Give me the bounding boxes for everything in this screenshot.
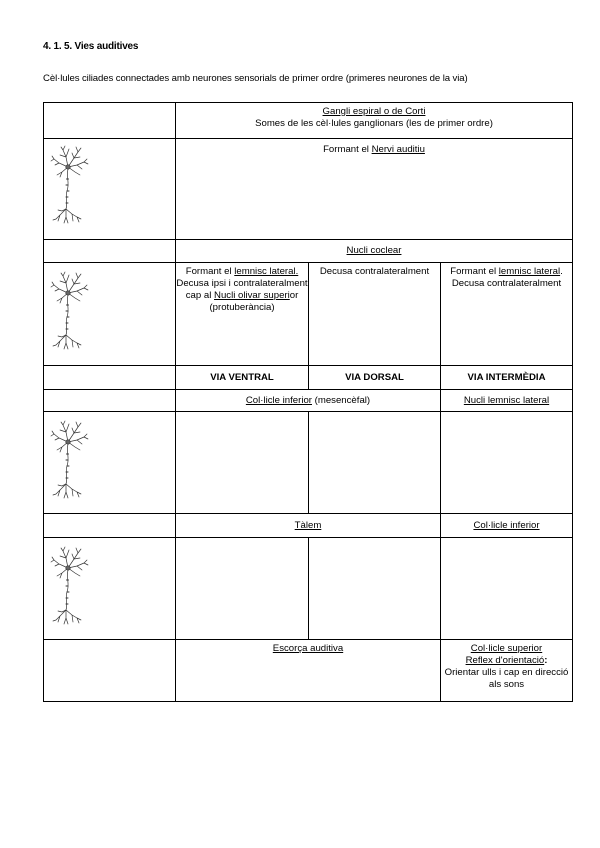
intermedia-desc-prefix: Formant el bbox=[450, 266, 499, 277]
via-ventral-header: VIA VENTRAL bbox=[176, 366, 309, 390]
reflex-description: Orientar ulls i cap en direcció als sons bbox=[444, 667, 569, 690]
empty-cell bbox=[44, 514, 176, 538]
row-talem bbox=[44, 514, 573, 538]
neuron-cell bbox=[44, 538, 176, 640]
dorsal-desc-text: Decusa contralateralment bbox=[319, 266, 430, 277]
empty-cell bbox=[309, 412, 441, 514]
reflex-colon: : bbox=[544, 655, 548, 666]
ventral-desc-prefix: Formant el bbox=[185, 266, 235, 277]
neuron-cell bbox=[44, 412, 176, 514]
collicle-superior-link: Col·licle superior bbox=[470, 643, 543, 654]
row-vies bbox=[44, 366, 573, 390]
reflex-orientacio-link: Reflex d'orientació bbox=[465, 655, 545, 666]
neuron-icon bbox=[50, 420, 90, 500]
ventral-desc-suffix: or (protuberància) bbox=[209, 290, 299, 313]
gangli-espiral-subtitle: Somes de les cèl·lules ganglionars (les de primer ordre) bbox=[255, 118, 493, 129]
collicle-inferior-right-cell bbox=[441, 514, 573, 538]
empty-cell bbox=[309, 538, 441, 640]
talem-link: Tàlem bbox=[294, 519, 322, 531]
via-dorsal-header: VIA DORSAL bbox=[309, 366, 441, 390]
ventral-description-cell bbox=[176, 263, 309, 366]
empty-cell bbox=[44, 240, 176, 263]
empty-cell bbox=[44, 103, 176, 139]
row-gangli-espiral bbox=[44, 103, 573, 139]
empty-cell bbox=[441, 412, 573, 514]
row-neuron-4 bbox=[44, 538, 573, 640]
row-collicle-inferior bbox=[44, 390, 573, 412]
intermedia-desc-suffix: . Decusa contralateralment bbox=[451, 266, 563, 289]
nervi-auditiu-cell bbox=[176, 139, 573, 240]
collicle-inferior-cell bbox=[176, 390, 441, 412]
talem-cell bbox=[176, 514, 441, 538]
lemnisc-lateral-link: lemnisc lateral. bbox=[234, 266, 299, 277]
via-intermedia-header: VIA INTERMÈDIA bbox=[441, 366, 573, 390]
collicle-superior-cell bbox=[441, 640, 573, 702]
nervi-auditiu-prefix: Formant el bbox=[323, 144, 372, 155]
auditory-pathways-table bbox=[43, 102, 573, 702]
nucli-lemnisc-lateral-link: Nucli lemnisc lateral bbox=[463, 394, 550, 406]
nucli-lemnisc-lateral-cell bbox=[441, 390, 573, 412]
dorsal-description-cell bbox=[309, 263, 441, 366]
row-lemnisc bbox=[44, 263, 573, 366]
nucli-olivar-link: Nucli olivar superi bbox=[214, 290, 290, 301]
collicle-inferior-suffix: (mesencèfal) bbox=[311, 394, 371, 406]
neuron-icon bbox=[50, 145, 90, 225]
gangli-espiral-cell bbox=[176, 103, 573, 139]
collicle-inferior-right-link: Col·licle inferior bbox=[473, 519, 540, 531]
lemnisc-lateral-link: lemnisc lateral bbox=[498, 266, 561, 277]
escorca-auditiva-link: Escorça auditiva bbox=[272, 643, 344, 654]
row-nucli-coclear bbox=[44, 240, 573, 263]
empty-cell bbox=[441, 538, 573, 640]
nervi-auditiu-link: Nervi auditiu bbox=[371, 144, 425, 155]
escorca-auditiva-cell bbox=[176, 640, 441, 702]
row-neuron-3 bbox=[44, 412, 573, 514]
neuron-cell bbox=[44, 263, 176, 366]
empty-cell bbox=[44, 640, 176, 702]
nucli-coclear-cell bbox=[176, 240, 573, 263]
collicle-inferior-link: Col·licle inferior bbox=[245, 394, 312, 406]
nucli-coclear-title: Nucli coclear bbox=[346, 245, 402, 256]
empty-cell bbox=[44, 390, 176, 412]
neuron-icon bbox=[50, 271, 90, 351]
empty-cell bbox=[176, 538, 309, 640]
row-nervi-auditiu bbox=[44, 139, 573, 240]
section-heading: 4. 1. 5. Vies auditives bbox=[43, 41, 139, 52]
gangli-espiral-title: Gangli espiral o de Corti bbox=[322, 106, 426, 117]
empty-cell bbox=[176, 412, 309, 514]
empty-cell bbox=[44, 366, 176, 390]
neuron-icon bbox=[50, 546, 90, 626]
intro-text: Cèl·lules ciliades connectades amb neurones sensorials de primer ordre (primeres neurones de la via) bbox=[43, 73, 468, 84]
row-escorca bbox=[44, 640, 573, 702]
intermedia-description-cell bbox=[441, 263, 573, 366]
neuron-cell bbox=[44, 139, 176, 240]
ventral-desc-middle: Decusa ipsi i contralateralment cap al bbox=[176, 278, 308, 301]
